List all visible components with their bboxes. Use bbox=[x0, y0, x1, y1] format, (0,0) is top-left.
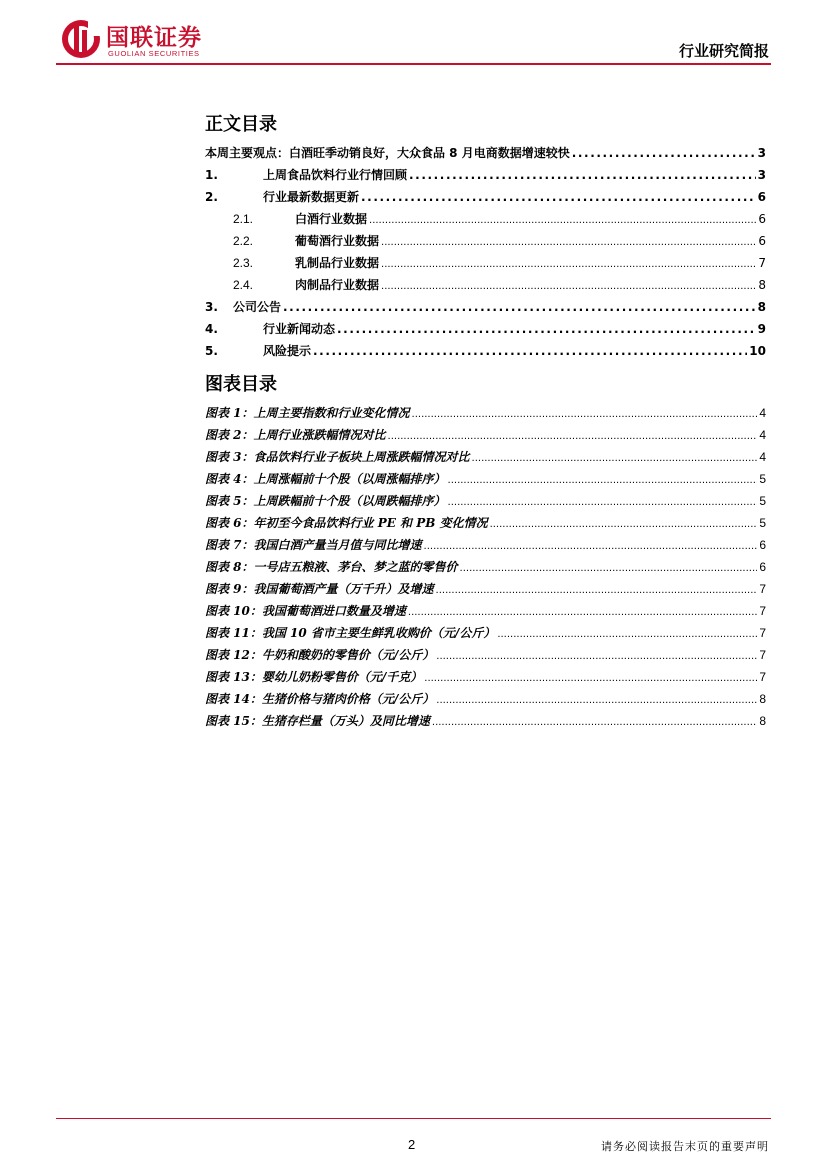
company-logo bbox=[60, 18, 220, 62]
toc-leader bbox=[472, 453, 758, 464]
figure-item[interactable] bbox=[205, 404, 766, 424]
toc-leader bbox=[388, 431, 758, 442]
figure-item-label: 图表 14：生猪价格与猪肉价格（元/公斤） bbox=[205, 692, 435, 706]
toc-leader bbox=[283, 300, 756, 314]
figure-item-label: 图表 13：婴幼儿奶粉零售价（元/千克） bbox=[205, 670, 423, 684]
figure-item-label: 图表 3：食品饮料行业子板块上周涨跌幅情况对比 bbox=[205, 450, 470, 464]
toc-leader bbox=[381, 237, 756, 248]
figure-item-page: 5 bbox=[759, 494, 766, 508]
page-header bbox=[0, 0, 827, 68]
toc-leader bbox=[424, 673, 757, 684]
toc-item-page: 8 bbox=[757, 300, 766, 314]
footer-disclaimer: 请务必阅读报告末页的重要声明 bbox=[601, 1140, 769, 1153]
figure-item[interactable] bbox=[205, 514, 766, 534]
toc-subitem[interactable] bbox=[233, 254, 766, 274]
toc-title: 正文目录 bbox=[205, 114, 277, 135]
toc-item-label: 白酒行业数据 bbox=[295, 212, 368, 226]
page-number: 2 bbox=[408, 1137, 416, 1152]
logo-mark-icon bbox=[60, 18, 102, 60]
figure-item-label: 图表 12：牛奶和酸奶的零售价（元/公斤） bbox=[205, 648, 435, 662]
figure-item-label: 图表 1：上周主要指数和行业变化情况 bbox=[205, 406, 410, 420]
figure-item-label: 图表 4：上周涨幅前十个股（以周涨幅排序） bbox=[205, 472, 446, 486]
toc-leader bbox=[490, 519, 758, 530]
toc-item-label: 肉制品行业数据 bbox=[295, 278, 380, 292]
toc-subitem[interactable] bbox=[233, 232, 766, 252]
toc-leader bbox=[432, 717, 757, 728]
toc-item-label: 风险提示 bbox=[263, 344, 312, 358]
toc-leader bbox=[424, 541, 758, 552]
toc-leader bbox=[313, 344, 747, 358]
figure-item[interactable] bbox=[205, 448, 766, 468]
toc-leader bbox=[337, 322, 756, 336]
toc-item-number: 2.4. bbox=[233, 278, 254, 292]
figure-item-page: 5 bbox=[759, 516, 766, 530]
figure-item-page: 4 bbox=[759, 450, 766, 464]
logo-english-text: GUOLIAN SECURITIES bbox=[108, 49, 200, 58]
figure-item[interactable] bbox=[205, 690, 766, 710]
figure-item-label: 图表 8：一号店五粮液、茅台、梦之蓝的零售价 bbox=[205, 560, 458, 574]
toc-item-number: 1. bbox=[205, 168, 218, 182]
toc-item[interactable] bbox=[205, 320, 766, 340]
toc-item-page: 8 bbox=[758, 278, 766, 292]
toc-item-number: 2.3. bbox=[233, 256, 254, 270]
figure-item[interactable] bbox=[205, 646, 766, 666]
toc-item-number: 4. bbox=[205, 322, 218, 336]
toc-item-label: 本周主要观点：白酒旺季动销良好，大众食品 8 月电商数据增速较快 bbox=[205, 146, 570, 160]
figure-item[interactable] bbox=[205, 536, 766, 556]
toc-item-label: 公司公告 bbox=[233, 300, 282, 314]
toc-item-label: 行业新闻动态 bbox=[263, 322, 336, 336]
toc-leader bbox=[497, 629, 757, 640]
toc-item-label: 葡萄酒行业数据 bbox=[295, 234, 380, 248]
toc-item-label: 乳制品行业数据 bbox=[295, 256, 380, 270]
figure-item[interactable] bbox=[205, 470, 766, 490]
toc-leader bbox=[381, 259, 756, 270]
toc-item-page: 3 bbox=[757, 146, 766, 160]
figure-item[interactable] bbox=[205, 580, 766, 600]
figure-item-page: 7 bbox=[759, 582, 766, 596]
toc-item-page: 7 bbox=[758, 256, 766, 270]
figure-item[interactable] bbox=[205, 426, 766, 446]
toc-leader bbox=[436, 695, 757, 706]
figure-item-label: 图表 7：我国白酒产量当月值与同比增速 bbox=[205, 538, 422, 552]
toc-leader bbox=[409, 168, 756, 182]
toc-item-page: 3 bbox=[757, 168, 766, 182]
toc-item-page: 6 bbox=[758, 212, 766, 226]
figure-item-page: 5 bbox=[759, 472, 766, 486]
figure-item-label: 图表 11：我国 10 省市主要生鲜乳收购价（元/公斤） bbox=[205, 626, 496, 640]
toc-item-label: 行业最新数据更新 bbox=[263, 190, 360, 204]
toc-leader bbox=[436, 651, 757, 662]
toc-item[interactable] bbox=[205, 144, 766, 164]
figures-title: 图表目录 bbox=[205, 374, 277, 395]
toc-item[interactable] bbox=[205, 298, 766, 318]
toc-leader bbox=[361, 190, 756, 204]
toc-item-number: 2. bbox=[205, 190, 218, 204]
toc-item-page: 6 bbox=[757, 190, 766, 204]
toc-item-number: 2.1. bbox=[233, 212, 254, 226]
figure-item-page: 7 bbox=[759, 604, 766, 618]
figure-item-label: 图表 9：我国葡萄酒产量（万千升）及增速 bbox=[205, 582, 434, 596]
toc-item-page: 6 bbox=[758, 234, 766, 248]
toc-leader bbox=[369, 215, 756, 226]
toc-subitem[interactable] bbox=[233, 276, 766, 296]
logo-chinese-text: 国联证券 bbox=[106, 24, 202, 51]
toc-leader bbox=[381, 281, 756, 292]
toc-subitem[interactable] bbox=[233, 210, 766, 230]
figure-item[interactable] bbox=[205, 712, 766, 732]
toc-leader bbox=[436, 585, 758, 596]
toc-item-number: 5. bbox=[205, 344, 218, 358]
toc-item[interactable] bbox=[205, 188, 766, 208]
header-divider bbox=[56, 63, 771, 65]
toc-leader bbox=[448, 475, 758, 486]
figure-item[interactable] bbox=[205, 558, 766, 578]
toc-item-page: 10 bbox=[749, 344, 766, 358]
figure-item[interactable] bbox=[205, 668, 766, 688]
figure-item-label: 图表 6：年初至今食品饮料行业 PE 和 PB 变化情况 bbox=[205, 516, 488, 530]
toc-item-number: 3. bbox=[205, 300, 218, 314]
figure-item-label: 图表 5：上周跌幅前十个股（以周跌幅排序） bbox=[205, 494, 446, 508]
figure-item-page: 7 bbox=[759, 670, 766, 684]
figure-item-label: 图表 2：上周行业涨跌幅情况对比 bbox=[205, 428, 386, 442]
toc-leader bbox=[408, 607, 757, 618]
toc-leader bbox=[448, 497, 758, 508]
figure-item-page: 7 bbox=[759, 648, 766, 662]
figure-item[interactable] bbox=[205, 602, 766, 622]
toc-item[interactable] bbox=[205, 342, 766, 362]
figure-item-page: 8 bbox=[759, 692, 766, 706]
figure-item-page: 6 bbox=[759, 538, 766, 552]
toc-item-page: 9 bbox=[757, 322, 766, 336]
toc-leader bbox=[460, 563, 758, 574]
figure-item-label: 图表 10：我国葡萄酒进口数量及增速 bbox=[205, 604, 406, 618]
toc-leader bbox=[412, 409, 758, 420]
figure-item-page: 6 bbox=[759, 560, 766, 574]
figure-item-label: 图表 15：生猪存栏量（万头）及同比增速 bbox=[205, 714, 430, 728]
figure-item-page: 4 bbox=[759, 428, 766, 442]
report-type: 行业研究简报 bbox=[678, 42, 769, 60]
toc-item-label: 上周食品饮料行业行情回顾 bbox=[263, 168, 408, 182]
figure-item-page: 8 bbox=[759, 714, 766, 728]
figure-item[interactable] bbox=[205, 492, 766, 512]
toc-leader bbox=[572, 146, 756, 160]
footer-divider bbox=[56, 1118, 771, 1119]
figure-item[interactable] bbox=[205, 624, 766, 644]
figure-item-page: 7 bbox=[759, 626, 766, 640]
toc-item-number: 2.2. bbox=[233, 234, 254, 248]
toc-item[interactable] bbox=[205, 166, 766, 186]
figure-item-page: 4 bbox=[759, 406, 766, 420]
